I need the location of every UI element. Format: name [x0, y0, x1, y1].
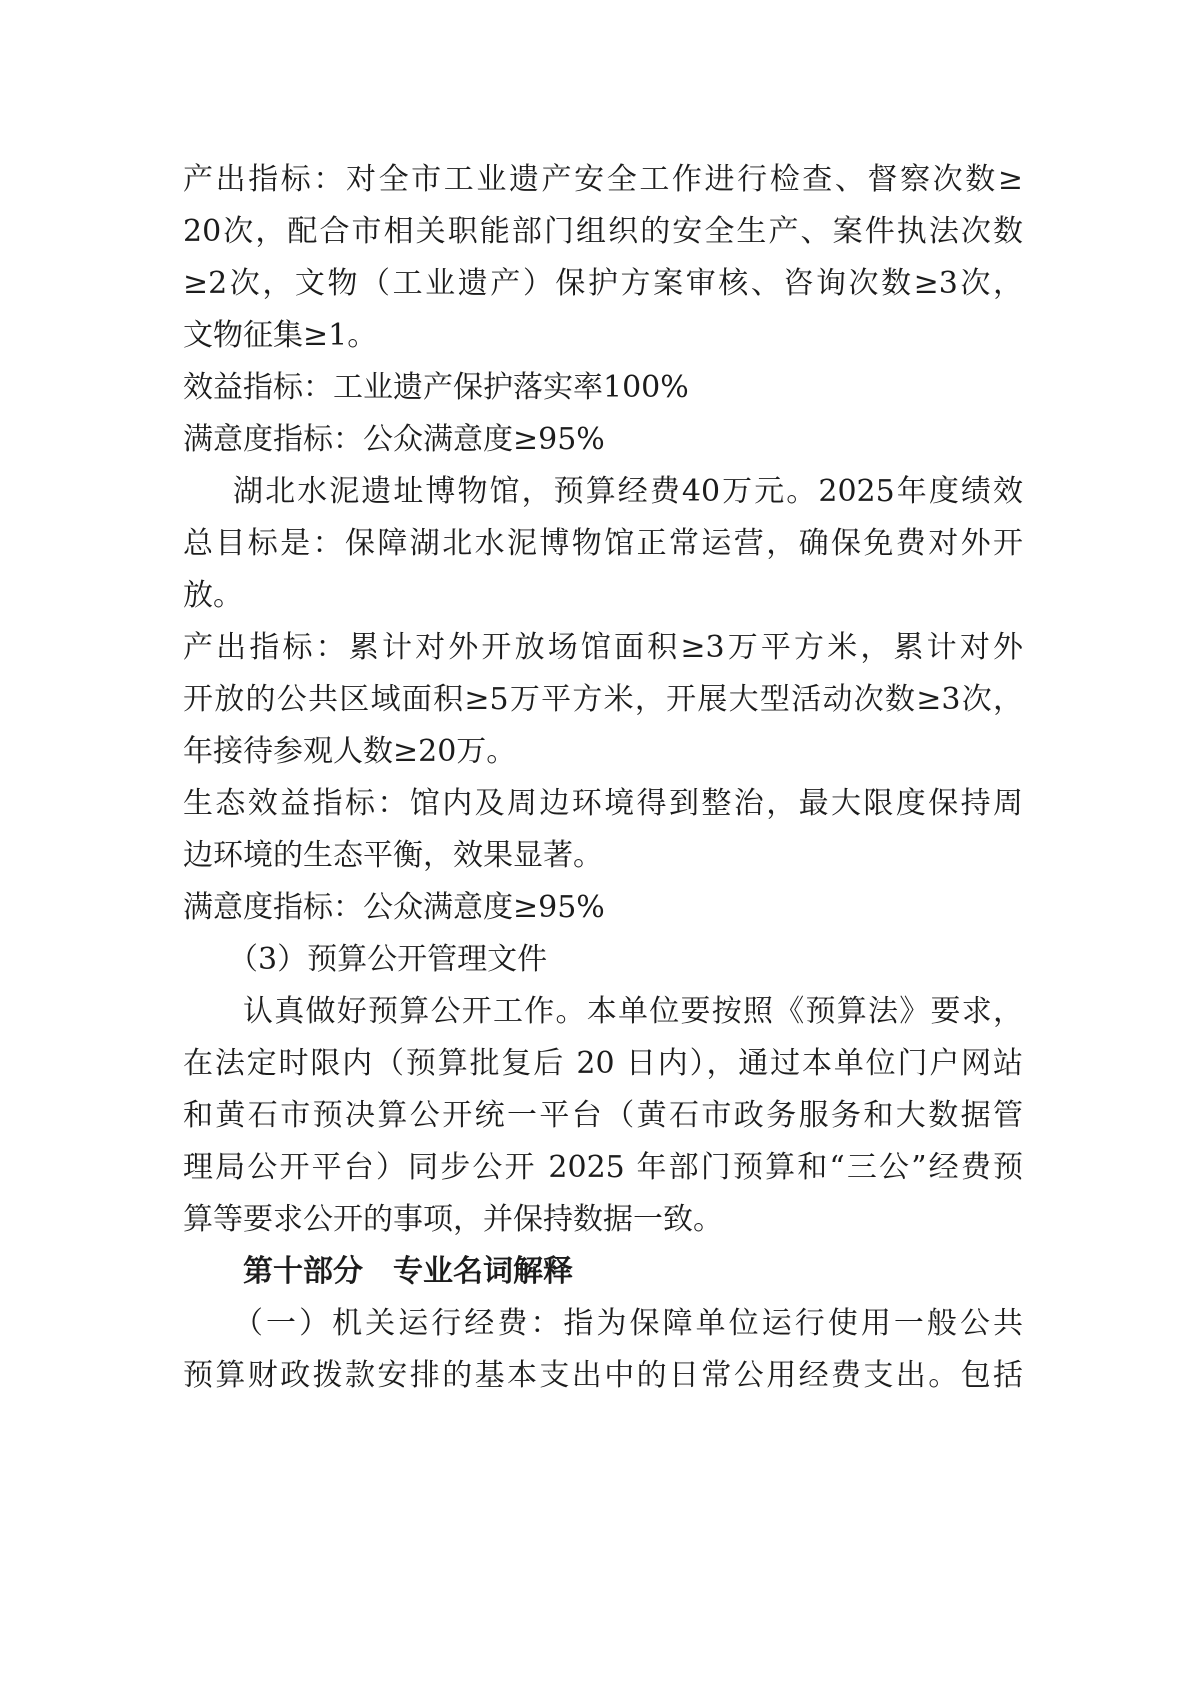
paragraph-line: 产出指标：累计对外开放场馆面积≥3万平方米，累计对外	[183, 630, 1023, 665]
paragraph-line: 20次，配合市相关职能部门组织的安全生产、案件执法次数	[183, 214, 1023, 249]
paragraph-line: 湖北水泥遗址博物馆，预算经费40万元。2025年度绩效	[233, 474, 1023, 509]
paragraph-line: 在法定时限内（预算批复后 20 日内），通过本单位门户网站	[183, 1046, 1023, 1081]
paragraph-line: 年接待参观人数≥20万。	[183, 734, 517, 769]
paragraph-line: ≥2次，文物（工业遗产）保护方案审核、咨询次数≥3次，	[183, 266, 1023, 301]
section-heading: 第十部分 专业名词解释	[243, 1254, 573, 1289]
paragraph-line: 产出指标：对全市工业遗产安全工作进行检查、督察次数≥	[183, 162, 1023, 197]
paragraph-line: 边环境的生态平衡，效果显著。	[183, 838, 603, 873]
paragraph-line: 开放的公共区域面积≥5万平方米，开展大型活动次数≥3次，	[183, 682, 1023, 717]
paragraph-line: 效益指标：工业遗产保护落实率100%	[183, 370, 689, 405]
paragraph-line: （一）机关运行经费：指为保障单位运行使用一般公共	[233, 1306, 1023, 1341]
paragraph-line: 理局公开平台）同步公开 2025 年部门预算和“三公”经费预	[183, 1150, 1023, 1185]
paragraph-line: 生态效益指标：馆内及周边环境得到整治，最大限度保持周	[183, 786, 1023, 821]
paragraph-line: 算等要求公开的事项，并保持数据一致。	[183, 1202, 723, 1237]
paragraph-line: 满意度指标：公众满意度≥95%	[183, 422, 605, 457]
subsection-title: （3）预算公开管理文件	[228, 942, 548, 977]
paragraph-line: 文物征集≥1。	[183, 318, 378, 353]
paragraph-line: 总目标是：保障湖北水泥博物馆正常运营，确保免费对外开	[183, 526, 1023, 561]
paragraph-line: 预算财政拨款安排的基本支出中的日常公用经费支出。包括	[183, 1358, 1023, 1393]
paragraph-line: 和黄石市预决算公开统一平台（黄石市政务服务和大数据管	[183, 1098, 1023, 1133]
paragraph-line: 认真做好预算公开工作。本单位要按照《预算法》要求，	[243, 994, 1023, 1029]
paragraph-line: 满意度指标：公众满意度≥95%	[183, 890, 605, 925]
paragraph-line: 放。	[183, 578, 243, 613]
